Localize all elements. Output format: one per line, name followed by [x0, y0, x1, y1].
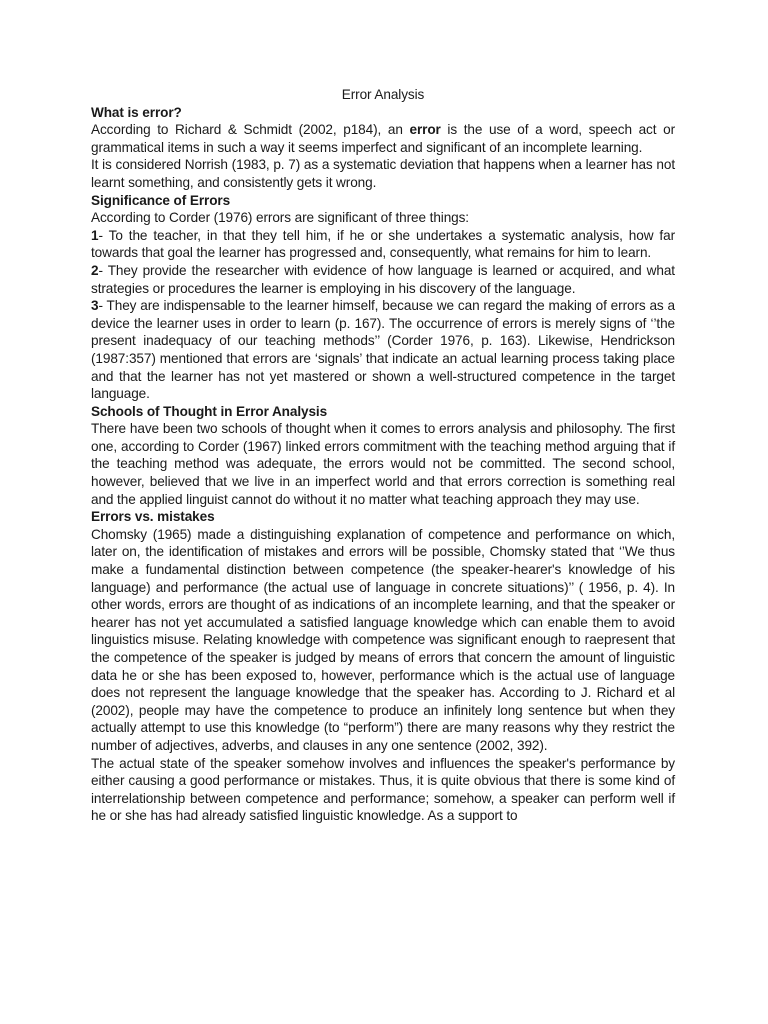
document-title: Error Analysis [341, 87, 425, 102]
list-text-2: - They provide the researcher with evidence of how language is learned or acquired, and what strategies or procedures the learner is employing in his discovery of the language. [91, 262, 675, 296]
list-item-3 [91, 297, 675, 403]
paragraph-definition-start: According to Richard & Schmidt (2002, p184), an [91, 122, 410, 138]
list-number-2: 2 [91, 262, 99, 278]
heading-significance: Significance of Errors [91, 192, 231, 208]
list-text-1: - To the teacher, in that they tell him, if he or she undertakes a systematic analysis, how far towards that goal the learner has progressed and, consequently, what remains for him to learn. [91, 227, 675, 261]
paragraph-definition-end: is the use of a word, speech act or grammatical items in such a way it seems imperfect and significant of an incomplete learning. [91, 122, 675, 155]
paragraph-norrish: It is considered Norrish (1983, p. 7) as a systematic deviation that happens when a learner has not learnt something, and consistently gets it wrong. [91, 157, 675, 190]
heading-errors-vs-mistakes: Errors vs. mistakes [91, 509, 215, 525]
paragraph-chomsky: Chomsky (1965) made a distinguishing explanation of competence and performance on which, later on, the identification of mistakes and errors will be possible, Chomsky stated that ‘’We thus make a fundamental distinction between competence (the speaker-hearer's knowledge of his language) and performance (the actual use of language in concrete situations)’’ ( 1956, p. 4). In other words, errors are thought of as indications of an incomplete learning, and that the speaker or hearer has not yet accumulated a satisfied language knowledge which can enable them to avoid linguistics misuse. Relating knowledge with competence was significant enough to raepresent that the competence of the speaker is judged by means of errors that concern the amount of linguistic data he or she has been exposed to, however, performance which is the actual use of language does not represent the language knowledge that the speaker has. According to J. Richard et al (2002), people may have the competence to produce an infinitely long sentence but when they actually attempt to use this knowledge (to “perform”) there are many reasons why they restrict the number of adjectives, adverbs, and clauses in any one sentence (2002, 392). [91, 526, 675, 753]
list-number-3: 3 [91, 298, 99, 314]
paragraph-schools: There have been two schools of thought when it comes to errors analysis and philosophy. The first one, according to Corder (1967) linked errors commitment with the teaching method arguing that if the teaching method was adequate, the errors would not be committed. The second school, however, believed that we live in an imperfect world and that errors correction is something real and the applied linguist cannot do without it no matter what teaching approach they may use. [91, 421, 675, 507]
heading-what-is-error: What is error? [91, 104, 182, 120]
paragraph-corder-intro: According to Corder (1976) errors are significant of three things: [91, 210, 469, 226]
list-text-3: - They are indispensable to the learner himself, because we can regard the making of errors as a device the learner uses in order to learn (p. 167). The occurrence of errors is merely signs of ‘’the present inadequacy of our teaching methods’’ (Corder 1976, p. 163). Likewise, Hendrickson (1987:357) mentioned that errors are ‘signals’ that indicate an actual learning process taking place and that the learner has not yet mastered or shown a well-structured competence in the target language. [91, 298, 675, 402]
list-item-2 [91, 262, 675, 297]
heading-schools: Schools of Thought in Error Analysis [91, 403, 328, 419]
list-number-1: 1 [91, 227, 99, 243]
paragraph-performance: The actual state of the speaker somehow involves and influences the speaker's performance by either causing a good performance or mistakes. Thus, it is quite obvious that there is some kind of interrelationship between competence and performance; somehow, a speaker can perform well if he or she has had already satisfied linguistic knowledge. As a support to [91, 755, 675, 824]
document-body [91, 86, 675, 825]
term-error: error [409, 122, 441, 138]
paragraph-definition [91, 121, 675, 156]
list-item-1 [91, 227, 675, 262]
